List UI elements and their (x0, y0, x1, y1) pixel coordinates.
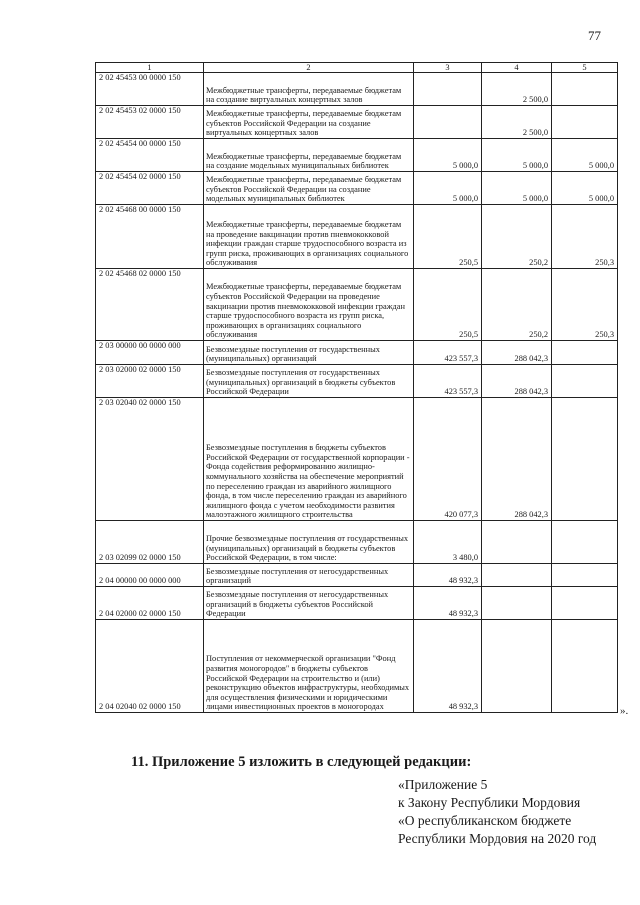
page-number: 77 (588, 28, 601, 43)
table-row (96, 365, 618, 398)
amount-col-3-cell: 48 932,3 (414, 564, 482, 587)
table-row (96, 587, 618, 620)
amount-col-5-cell (552, 564, 618, 587)
budget-code-cell: 2 02 45468 02 0000 150 (96, 269, 204, 341)
revenue-name-cell: Межбюджетные трансферты, передаваемые бюджетам субъектов Российской Федерации на создание модельных муниципальных библиотек (204, 172, 414, 205)
column-header-1: 1 (96, 63, 204, 73)
amount-col-4-cell: 288 042,3 (482, 398, 552, 521)
revenue-name-cell: Безвозмездные поступления от негосударственных организаций в бюджеты субъектов Российской Федерации (204, 587, 414, 620)
table-row (96, 139, 618, 172)
amount-col-4-cell: 2 500,0 (482, 73, 552, 106)
column-header-3: 3 (414, 63, 482, 73)
amount-col-4-cell: 288 042,3 (482, 365, 552, 398)
annex-header-line: «Приложение 5 (398, 777, 488, 792)
table-header-row (96, 63, 618, 73)
amount-col-4-cell: 2 500,0 (482, 106, 552, 139)
amount-col-4-cell (482, 521, 552, 564)
revenue-name-cell: Безвозмездные поступления от негосударственных организаций (204, 564, 414, 587)
revenue-name-cell: Безвозмездные поступления от государственных (муниципальных) организаций (204, 341, 414, 365)
amount-col-5-cell: 250,3 (552, 205, 618, 269)
revenue-name-cell: Межбюджетные трансферты, передаваемые бюджетам субъектов Российской Федерации на проведение вакцинации против пневмококковой инфекции граждан старше трудоспособного возраста из групп риска, проживающих в организациях социального обслуживания (204, 269, 414, 341)
amount-col-4-cell: 250,2 (482, 269, 552, 341)
amount-col-4-cell (482, 620, 552, 713)
amount-col-5-cell (552, 365, 618, 398)
revenue-name-cell: Межбюджетные трансферты, передаваемые бюджетам на проведение вакцинации против пневмококковой инфекции граждан старше трудоспособного возраста из групп риска, проживающих в организациях социального обслуживания (204, 205, 414, 269)
amount-col-4-cell: 5 000,0 (482, 172, 552, 205)
amount-col-3-cell (414, 73, 482, 106)
annex-header-line: «О республиканском бюджете (398, 813, 572, 828)
closing-quote: ». (620, 705, 629, 717)
amount-col-3-cell: 420 077,3 (414, 398, 482, 521)
budget-code-cell: 2 03 02040 02 0000 150 (96, 398, 204, 521)
annex-header-line: к Закону Республики Мордовия (398, 795, 581, 810)
table-body (96, 73, 618, 713)
amount-col-3-cell: 5 000,0 (414, 172, 482, 205)
revenue-name-cell: Межбюджетные трансферты, передаваемые бюджетам на создание виртуальных концертных залов (204, 73, 414, 106)
amount-col-4-cell: 250,2 (482, 205, 552, 269)
amount-col-5-cell (552, 587, 618, 620)
column-header-2: 2 (204, 63, 414, 73)
budget-code-cell: 2 02 45454 02 0000 150 (96, 172, 204, 205)
amount-col-3-cell: 5 000,0 (414, 139, 482, 172)
revenue-name-cell: Безвозмездные поступления в бюджеты субъектов Российской Федерации от государственной корпорации - Фонда содействия реформированию жилищно-коммунального хозяйства на обеспечение мероприятий по переселению граждан из аварийного жилищного фонда, в том числе переселению граждан из аварийного жилищного фонда с учетом необходимости развития малоэтажного жилищного строительства (204, 398, 414, 521)
amount-col-5-cell (552, 73, 618, 106)
amount-col-4-cell: 5 000,0 (482, 139, 552, 172)
amount-col-3-cell: 423 557,3 (414, 365, 482, 398)
table-row (96, 564, 618, 587)
amount-col-5-cell: 5 000,0 (552, 172, 618, 205)
budget-code-cell: 2 02 45454 00 0000 150 (96, 139, 204, 172)
amount-col-5-cell (552, 106, 618, 139)
amount-col-3-cell (414, 106, 482, 139)
amount-col-5-cell: 5 000,0 (552, 139, 618, 172)
budget-code-cell: 2 04 02000 02 0000 150 (96, 587, 204, 620)
table-row (96, 521, 618, 564)
revenue-name-cell: Безвозмездные поступления от государственных (муниципальных) организаций в бюджеты субъектов Российской Федерации (204, 365, 414, 398)
table-row (96, 620, 618, 713)
amount-col-3-cell: 250,5 (414, 269, 482, 341)
amount-col-5-cell (552, 521, 618, 564)
budget-code-cell: 2 04 02040 02 0000 150 (96, 620, 204, 713)
table-row (96, 205, 618, 269)
amount-col-5-cell (552, 341, 618, 365)
revenue-name-cell: Поступления от некоммерческой организации "Фонд развития моногородов" в бюджеты субъектов Российской Федерации на строительство и (или) реконструкцию объектов инфраструктуры, необходимых для осуществления физическими и юридическими лицами инвестиционных проектов в моногородах (204, 620, 414, 713)
budget-code-cell: 2 02 45468 00 0000 150 (96, 205, 204, 269)
budget-revenue-table (95, 62, 618, 713)
revenue-name-cell: Межбюджетные трансферты, передаваемые бюджетам субъектов Российской Федерации на создание виртуальных концертных залов (204, 106, 414, 139)
revenue-name-cell: Межбюджетные трансферты, передаваемые бюджетам на создание модельных муниципальных библиотек (204, 139, 414, 172)
annex-header (398, 776, 596, 848)
amendment-instruction: 11. Приложение 5 изложить в следующей редакции: (131, 754, 472, 770)
revenue-name-cell: Прочие безвозмездные поступления от государственных (муниципальных) организаций в бюджеты субъектов Российской Федерации, в том числе: (204, 521, 414, 564)
amount-col-4-cell (482, 564, 552, 587)
amount-col-3-cell: 3 480,0 (414, 521, 482, 564)
amount-col-3-cell: 48 932,3 (414, 620, 482, 713)
table-row (96, 398, 618, 521)
table-row (96, 106, 618, 139)
budget-code-cell: 2 03 02000 02 0000 150 (96, 365, 204, 398)
table-row (96, 73, 618, 106)
column-header-5: 5 (552, 63, 618, 73)
amount-col-5-cell: 250,3 (552, 269, 618, 341)
table-row (96, 269, 618, 341)
amount-col-3-cell: 48 932,3 (414, 587, 482, 620)
amount-col-4-cell (482, 587, 552, 620)
amount-col-3-cell: 423 557,3 (414, 341, 482, 365)
column-header-4: 4 (482, 63, 552, 73)
table-row (96, 341, 618, 365)
amount-col-5-cell (552, 398, 618, 521)
budget-code-cell: 2 02 45453 00 0000 150 (96, 73, 204, 106)
table-row (96, 172, 618, 205)
budget-code-cell: 2 03 02099 02 0000 150 (96, 521, 204, 564)
amount-col-4-cell: 288 042,3 (482, 341, 552, 365)
budget-code-cell: 2 03 00000 00 0000 000 (96, 341, 204, 365)
amount-col-5-cell (552, 620, 618, 713)
budget-code-cell: 2 02 45453 02 0000 150 (96, 106, 204, 139)
budget-code-cell: 2 04 00000 00 0000 000 (96, 564, 204, 587)
amount-col-3-cell: 250,5 (414, 205, 482, 269)
annex-header-line: Республики Мордовия на 2020 год (398, 831, 597, 846)
